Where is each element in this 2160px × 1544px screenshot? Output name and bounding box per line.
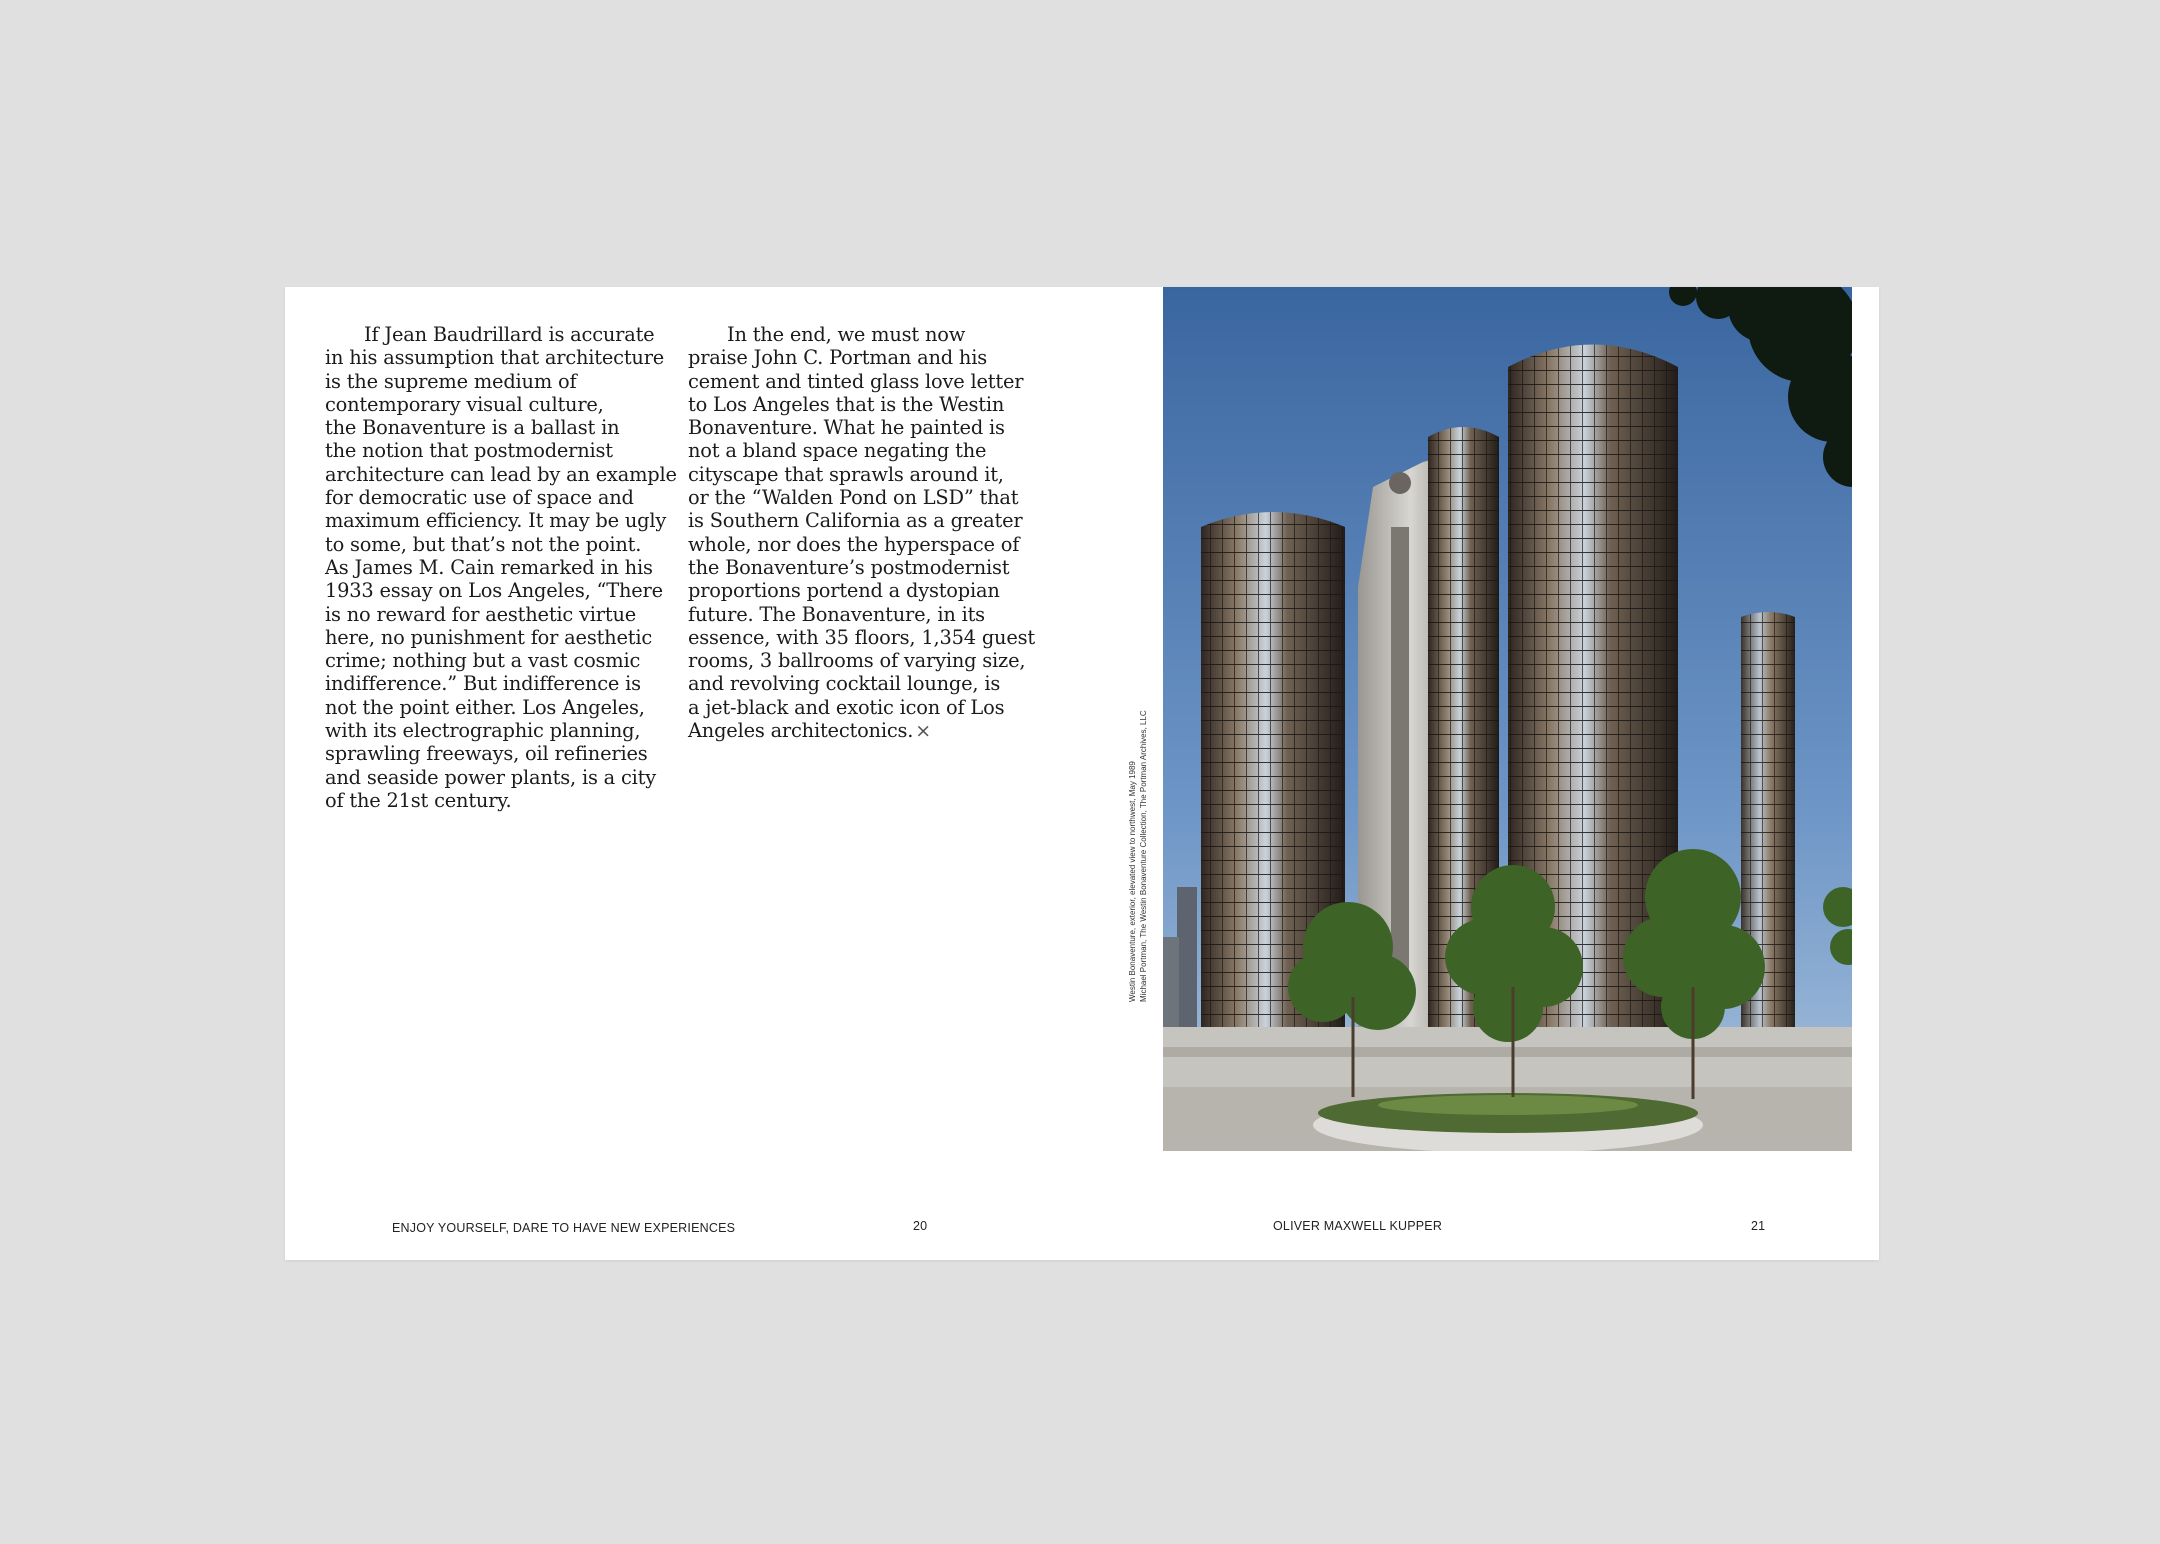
text-line: is no reward for aesthetic virtue — [325, 602, 637, 626]
text-line: and seaside power plants, is a city — [325, 765, 656, 789]
text-line: cityscape that sprawls around it, — [688, 462, 1004, 486]
text-line: Bonaventure. What he painted is — [688, 416, 1005, 440]
page-number-right: 21 — [1751, 1219, 1766, 1233]
text-line: the notion that postmodernist — [325, 439, 613, 463]
text-line: to Los Angeles that is the Westin — [688, 392, 1005, 416]
text-line: cement and tinted glass love letter — [688, 369, 1024, 393]
text-line: is the supreme medium of — [325, 369, 577, 393]
text-line: whole, nor does the hyperspace of — [688, 532, 1020, 556]
text-line: sprawling freeways, oil refineries — [325, 742, 648, 766]
text-line: architecture can lead by an example — [325, 462, 677, 486]
text-line: in his assumption that architecture — [325, 346, 665, 370]
text-line-content: Angeles architectonics. — [688, 719, 914, 743]
text-line: here, no punishment for aesthetic — [325, 625, 652, 649]
text-line: and revolving cocktail lounge, is — [688, 672, 1001, 696]
book-spread — [285, 287, 1879, 1260]
text-line: In the end, we must now — [727, 323, 966, 346]
running-title-right: OLIVER MAXWELL KUPPER — [1273, 1219, 1443, 1233]
text-line-last — [688, 719, 1028, 743]
text-line: 1933 essay on Los Angeles, “There — [325, 579, 663, 603]
text-line: to some, but that’s not the point. — [325, 532, 642, 556]
text-line: If Jean Baudrillard is accurate — [364, 323, 655, 346]
page-number-left: 20 — [913, 1219, 928, 1233]
text-line: not the point either. Los Angeles, — [325, 695, 645, 719]
text-line: indifference.” But indifference is — [325, 672, 641, 696]
text-line: the Bonaventure is a ballast in — [325, 416, 620, 440]
body-text-column-right — [688, 323, 1035, 743]
text-line: for democratic use of space and — [325, 486, 634, 510]
text-line: with its electrographic planning, — [325, 719, 641, 743]
text-line: rooms, 3 ballrooms of varying size, — [688, 649, 1026, 673]
caption-line-2: Michael Portman, The Westin Bonaventure Collection, The Portman Archives, LLC — [1139, 710, 1148, 1002]
text-line: As James M. Cain remarked in his — [325, 555, 653, 579]
bonaventure-photo-image — [1163, 287, 1852, 1151]
running-title-left: ENJOY YOURSELF, DARE TO HAVE NEW EXPERIENCES — [392, 1221, 736, 1235]
text-line: proportions portend a dystopian — [688, 579, 1000, 603]
bonaventure-photo — [1163, 287, 1852, 1151]
body-text-column-left — [325, 323, 677, 812]
text-line: not a bland space negating the — [688, 439, 987, 463]
text-line: the Bonaventure’s postmodernist — [688, 555, 1010, 579]
text-line: crime; nothing but a vast cosmic — [325, 649, 641, 673]
text-line: essence, with 35 floors, 1,354 guest — [688, 625, 1035, 649]
end-mark-icon: × — [915, 720, 931, 743]
photo-caption — [1127, 702, 1161, 1002]
text-line: contemporary visual culture, — [325, 392, 604, 416]
text-line: maximum efficiency. It may be ugly — [325, 509, 667, 533]
text-line: is Southern California as a greater — [688, 509, 1023, 533]
text-line: of the 21st century. — [325, 788, 512, 812]
text-line: a jet-black and exotic icon of Los — [688, 695, 1005, 719]
text-line: future. The Bonaventure, in its — [688, 602, 985, 626]
text-line: praise John C. Portman and his — [688, 346, 987, 370]
text-line: or the “Walden Pond on LSD” that — [688, 486, 1019, 510]
caption-line-1: Westin Bonaventure, exterior, elevated view to northwest, May 1989 — [1128, 761, 1137, 1002]
